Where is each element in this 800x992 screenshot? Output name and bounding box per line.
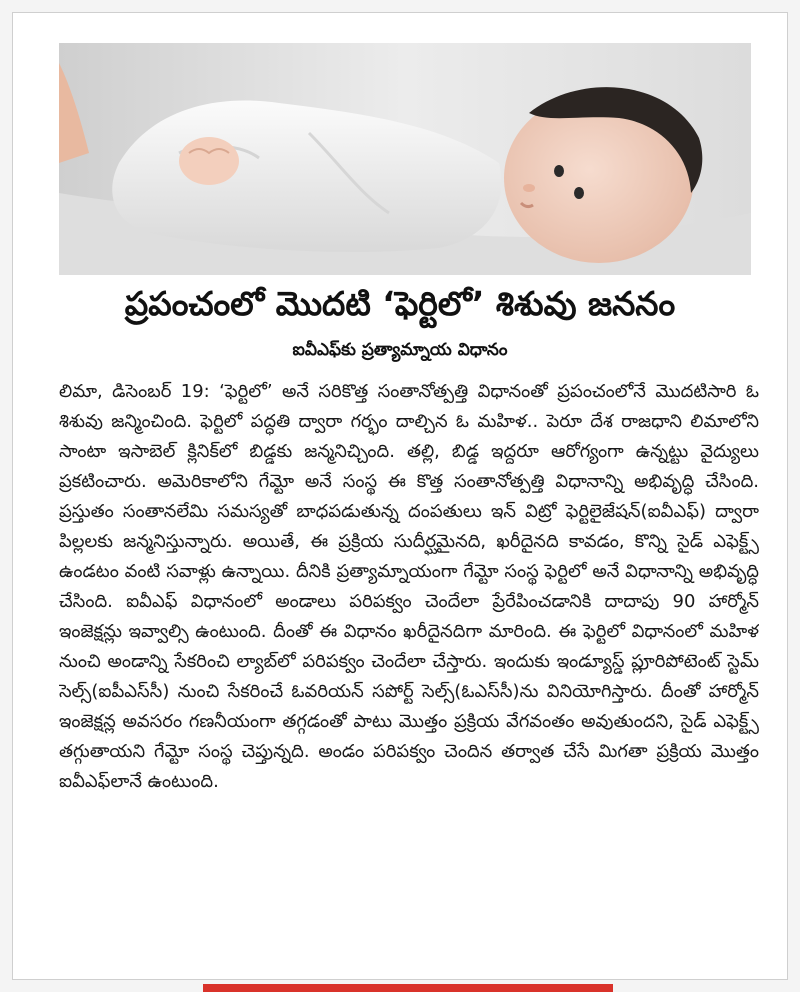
newborn-baby-photo (59, 43, 751, 275)
newspaper-clipping (12, 12, 788, 980)
article-body: లిమా, డిసెంబర్ 19: ‘ఫెర్టిలో’ అనే సరికొత్త సంతానోత్పత్తి విధానంతో ప్రపంచంలోనే మొదటిసారి ఓ శిశువు జన్మించింది. ఫెర్టిలో పద్ధతి ద్వారా గర్భం దాల్చిన ఓ మహిళ.. పెరూ దేశ రాజధాని లిమాలోని సాంటా ఇసాబెల్ క్లినిక్‌లో బిడ్డకు జన్మనిచ్చింది. తల్లి, బిడ్డ ఇద్దరూ ఆరోగ్యంగా ఉన్నట్టు వైద్యులు ప్రకటించారు. అమెరికాలోని గేమ్టో అనే సంస్థ ఈ కొత్త సంతానోత్పత్తి విధానాన్ని అభివృద్ధి చేసింది. ప్రస్తుతం సంతానలేమి సమస్యతో బాధపడుతున్న దంపతులు ఇన్ విట్రో ఫెర్టిలైజేషన్(ఐవీఎఫ్) ద్వారా పిల్లలకు జన్మనిస్తున్నారు. అయితే, ఈ ప్రక్రియ సుదీర్ఘమైనది, ఖరీదైనది కావడం, కొన్ని సైడ్ ఎఫెక్ట్స్ ఉండటం వంటి సవాళ్లు ఉన్నాయి. దీనికి ప్రత్యామ్నాయంగా గేమ్టో సంస్థ ఫెర్టిలో అనే విధానాన్ని అభివృద్ధి చేసింది. ఐవీఎఫ్ విధానంలో అండాలు పరిపక్వం చెందేలా ప్రేరేపించడానికి దాదాపు 90 హార్మోన్ ఇంజెక్షన్లు ఇవ్వాల్సి ఉంటుంది. దీంతో ఈ విధానం ఖరీదైనదిగా మారింది. ఈ ఫెర్టిలో విధానంలో మహిళ నుంచి అండాన్ని సేకరించి ల్యాబ్‌లో పరిపక్వం చెందేలా చేస్తారు. ఇందుకు ఇండ్యూస్డ్ ప్లూరిపోటెంట్ స్టెమ్ సెల్స్(ఐపీఎస్‌సీ) నుంచి సేకరించే ఓవరియన్ సపోర్ట్ సెల్స్(ఓఎస్‌సీ)ను వినియోగిస్తారు. దీంతో హార్మోన్ ఇంజెక్షన్ల అవసరం గణనీయంగా తగ్గడంతో పాటు మొత్తం ప్రక్రియ వేగవంతం అవుతుందని, సైడ్ ఎఫెక్ట్స్ తగ్గుతాయని గేమ్టో సంస్థ చెప్తున్నది. అండం పరిపక్వం చెందిన తర్వాత చేసే మిగతా ప్రక్రియ మొత్తం ఐవీఎఫ్‌లానే ఉంటుంది. (59, 381, 759, 792)
article-subheadline: ఐవీఎఫ్‌కు ప్రత్యామ్నాయ విధానం (292, 340, 508, 360)
article-headline: ప్రపంచంలో మొదటి ‘ఫెర్టిలో’ శిశువు జననం (124, 284, 676, 323)
